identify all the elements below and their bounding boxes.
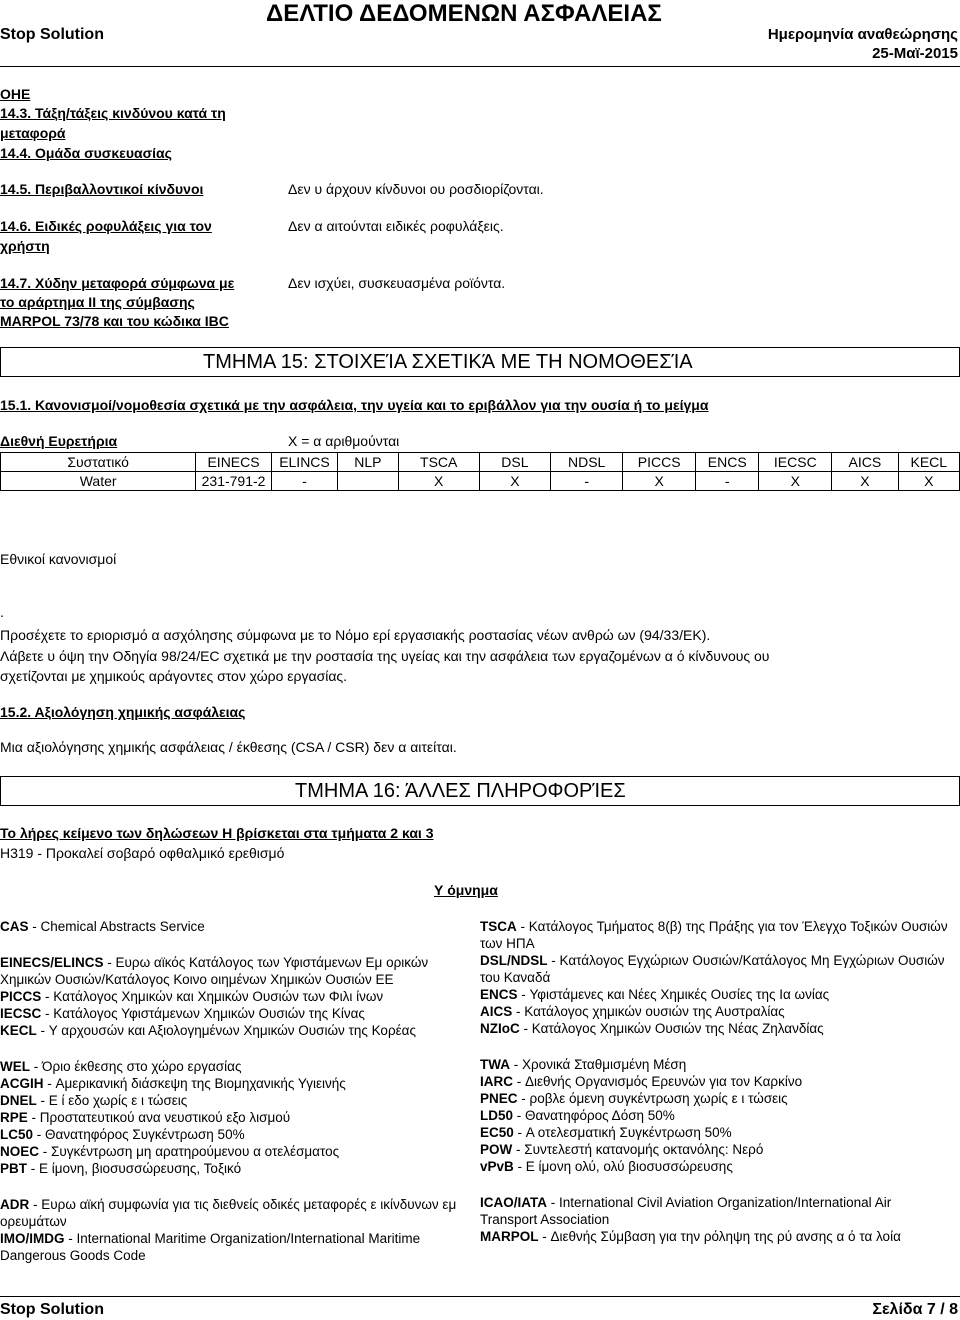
table-cell: X bbox=[398, 472, 479, 491]
legend-entry bbox=[480, 1124, 950, 1141]
legend-abbreviation: TSCA bbox=[480, 919, 517, 934]
revision-label: Ημερομηνία αναθεώρησης bbox=[767, 26, 958, 43]
inventory-table bbox=[0, 452, 960, 491]
legend-abbreviation: NOEC bbox=[0, 1144, 40, 1159]
legend-entry bbox=[480, 1194, 950, 1228]
env-hazards-label: 14.5. Περιβαλλοντικοί κίνδυνοι bbox=[0, 181, 204, 197]
legend-description: - Χρονικά Σταθμισμένη Μέση bbox=[510, 1057, 687, 1072]
column-header: ENCS bbox=[696, 453, 759, 472]
legend-left-column bbox=[0, 918, 470, 1283]
legend-group bbox=[0, 1058, 470, 1177]
footer-divider bbox=[0, 1296, 960, 1297]
legend-abbreviation: DSL/NDSL bbox=[480, 953, 548, 968]
legend-heading: Υ όμνημα bbox=[434, 882, 498, 898]
legend-description: - Αμερικανική διάσκεψη της Βιομηχανικής Υγιεινής bbox=[43, 1076, 346, 1091]
env-hazards-value: Δεν υ άρχουν κίνδυνοι ου ροσδιορίζονται. bbox=[288, 181, 544, 197]
legend-entry bbox=[0, 1143, 470, 1160]
legend-abbreviation: ICAO/IATA bbox=[480, 1195, 547, 1210]
legend-abbreviation: KECL bbox=[0, 1023, 37, 1038]
legend-abbreviation: NZIoC bbox=[480, 1021, 520, 1036]
legend-entry bbox=[480, 1020, 950, 1037]
legend-description: - Θανατηφόρος Δόση 50% bbox=[513, 1108, 675, 1123]
table-cell: 231-791-2 bbox=[196, 472, 272, 491]
table-row bbox=[1, 472, 960, 491]
legend-group bbox=[480, 1056, 950, 1175]
legend-entry bbox=[480, 1158, 950, 1175]
legend-description: - International Civil Aviation Organization/International Air Transport Association bbox=[480, 1195, 892, 1227]
table-cell: X bbox=[898, 472, 959, 491]
column-header: Συστατικό bbox=[1, 453, 196, 472]
national-paragraph-1: Προσέχετε το εριορισμό α ασχόλησης σύμφωνα με το Νόμο ερί εργασιακής ροστασίας νέων ανθρώ ων (94/33/ΕΚ). bbox=[0, 627, 711, 643]
column-header: PICCS bbox=[623, 453, 696, 472]
legend-entry bbox=[480, 1090, 950, 1107]
hazard-class-label-2: μεταφορά bbox=[0, 125, 66, 141]
column-header: NDSL bbox=[551, 453, 623, 472]
table-cell: - bbox=[696, 472, 759, 491]
legend-description: - International Maritime Organization/International Maritime Dangerous Goods Code bbox=[0, 1231, 421, 1263]
legend-description: - Κατάλογος Υφιστάμενων Χημικών Ουσιών της Κίνας bbox=[41, 1006, 365, 1021]
legend-description: - Κατάλογος χημικών ουσιών της Αυστραλίας bbox=[512, 1004, 785, 1019]
legend-description: - Ε ίμονη ολύ, ολύ βιοσυσσώρευσης bbox=[513, 1159, 733, 1174]
table-cell: - bbox=[271, 472, 337, 491]
section-15-title: ΤΜΗΜΑ 15: ΣΤΟΙΧΕΊΑ ΣΧΕΤΙΚΆ ΜΕ ΤΗ ΝΟΜΟΘΕΣΊΑ bbox=[203, 351, 693, 373]
legend-entry bbox=[480, 986, 950, 1003]
legend-description: - Α οτελεσματική Συγκέντρωση 50% bbox=[513, 1125, 732, 1140]
column-header: TSCA bbox=[398, 453, 479, 472]
legend-entry bbox=[0, 1058, 470, 1075]
packing-group-label: 14.4. Ομάδα συσκευασίας bbox=[0, 145, 172, 161]
un-partial: ΟΗΕ bbox=[0, 86, 31, 102]
legend-abbreviation: IARC bbox=[480, 1074, 513, 1089]
table-cell: X bbox=[479, 472, 550, 491]
legend-description: - Ε ί εδο χωρίς ε ι τώσεις bbox=[36, 1093, 188, 1108]
legend-abbreviation: PICCS bbox=[0, 989, 42, 1004]
legend-entry bbox=[0, 1092, 470, 1109]
column-header: AICS bbox=[832, 453, 898, 472]
column-header: EINECS bbox=[196, 453, 272, 472]
legend-abbreviation: POW bbox=[480, 1142, 513, 1157]
legend-entry bbox=[480, 1056, 950, 1073]
header-divider bbox=[0, 66, 960, 67]
legend-description: - Συγκέντρωση μη αρατηρούμενου α οτελέσματος bbox=[39, 1144, 340, 1159]
legend-entry bbox=[480, 1073, 950, 1090]
legend-description: - Προστατευτικού ανα νευστικού εξο λισμού bbox=[27, 1110, 291, 1125]
legend-entry bbox=[480, 1141, 950, 1158]
legend-abbreviation: TWA bbox=[480, 1057, 510, 1072]
table-cell bbox=[338, 472, 398, 491]
legend-description: - Κατάλογος Εγχώριων Ουσιών/Κατάλογος Μη Εγχώριων Ουσιών του Καναδά bbox=[480, 953, 945, 985]
legend-entry bbox=[480, 918, 950, 952]
legend-abbreviation: ADR bbox=[0, 1197, 30, 1212]
legend-group bbox=[0, 918, 470, 935]
legend-abbreviation: PBT bbox=[0, 1161, 27, 1176]
column-header: ELINCS bbox=[271, 453, 337, 472]
legend-abbreviation: ACGIH bbox=[0, 1076, 44, 1091]
legend-abbreviation: PNEC bbox=[480, 1091, 518, 1106]
legend-entry bbox=[0, 988, 470, 1005]
legend-abbreviation: RPE bbox=[0, 1110, 28, 1125]
legend-entry bbox=[0, 954, 470, 988]
legend-description: - ροβλε όμενη συγκέντρωση χωρίς ε ι τώσεις bbox=[517, 1091, 788, 1106]
legend-abbreviation: vPvB bbox=[480, 1159, 514, 1174]
column-header: NLP bbox=[338, 453, 398, 472]
legend-description: - Θανατηφόρος Συγκέντρωση 50% bbox=[33, 1127, 245, 1142]
legend-entry bbox=[0, 1022, 470, 1039]
section-15-header bbox=[0, 347, 960, 377]
legend-abbreviation: IECSC bbox=[0, 1006, 42, 1021]
legend-group bbox=[0, 954, 470, 1039]
legend-description: - Κατάλογος Χημικών Ουσιών της Νέας Ζηλανδίας bbox=[519, 1021, 824, 1036]
legend-abbreviation: DNEL bbox=[0, 1093, 37, 1108]
legend-entry bbox=[480, 1228, 950, 1245]
legend-right-column bbox=[480, 918, 950, 1264]
company-name: Stop Solution bbox=[0, 26, 104, 43]
legend-abbreviation: CAS bbox=[0, 919, 29, 934]
full-text-heading: Το λήρες κείμενο των δηλώσεων H βρίσκεται στα τμήματα 2 και 3 bbox=[0, 825, 434, 841]
table-cell: Water bbox=[1, 472, 196, 491]
legend-description: - Όριο έκθεσης στο χώρο εργασίας bbox=[30, 1059, 242, 1074]
legend-entry bbox=[0, 1126, 470, 1143]
inventories-legend: X = α αριθμούνται bbox=[288, 433, 400, 449]
legend-abbreviation: MARPOL bbox=[480, 1229, 539, 1244]
column-header: IECSC bbox=[759, 453, 832, 472]
legend-entry bbox=[0, 1075, 470, 1092]
legend-group bbox=[480, 918, 950, 1037]
legend-abbreviation: LC50 bbox=[0, 1127, 34, 1142]
table-cell: X bbox=[832, 472, 898, 491]
legend-description: - Ε ίμονη, βιοσυσσώρευσης, Τοξικό bbox=[27, 1161, 242, 1176]
legend-description: - Διεθνής Σύμβαση για την ρόληψη της ρύ ανσης α ό τα λοία bbox=[538, 1229, 901, 1244]
legend-entry bbox=[0, 1230, 470, 1264]
user-precautions-label-2: χρήστη bbox=[0, 238, 50, 254]
bulk-transport-label-1: 14.7. Χύδην μεταφορά σύμφωνα με bbox=[0, 275, 235, 291]
bulk-transport-label-2: το αράρτημα II της σύμβασης bbox=[0, 294, 195, 310]
revision-date: 25-Μαϊ-2015 bbox=[872, 45, 958, 62]
legend-description: - Υ αρχουσών και Αξιολογημένων Χημικών Ουσιών της Κορέας bbox=[36, 1023, 416, 1038]
legend-description: - Διεθνής Οργανισμός Ερευνών για τον Καρκίνο bbox=[513, 1074, 803, 1089]
column-header: KECL bbox=[898, 453, 959, 472]
legend-entry bbox=[480, 952, 950, 986]
legend-entry bbox=[0, 1196, 470, 1230]
legend-entry bbox=[0, 1005, 470, 1022]
table-cell: X bbox=[623, 472, 696, 491]
legend-abbreviation: AICS bbox=[480, 1004, 513, 1019]
document-title: ΔΕΛΤΙΟ ΔΕΔΟΜΕΝΩΝ ΑΣΦΑΛΕΙΑΣ bbox=[266, 0, 662, 27]
legend-abbreviation: EINECS/ELINCS bbox=[0, 955, 104, 970]
legend-entry bbox=[0, 918, 470, 935]
table-header-row bbox=[1, 453, 960, 472]
legend-description: - Chemical Abstracts Service bbox=[28, 919, 205, 934]
table-cell: X bbox=[759, 472, 832, 491]
table-cell: - bbox=[551, 472, 623, 491]
page-number: Σελίδα 7 / 8 bbox=[872, 1301, 958, 1318]
bulk-transport-label-3: MARPOL 73/78 και του κώδικα IBC bbox=[0, 313, 229, 329]
legend-abbreviation: LD50 bbox=[480, 1108, 514, 1123]
national-paragraph-3: σχετίζονται με χημικούς αράγοντες στον χώρο εργασίας. bbox=[0, 668, 348, 684]
footer-company: Stop Solution bbox=[0, 1301, 104, 1318]
user-precautions-label-1: 14.6. Ειδικές ροφυλάξεις για τον bbox=[0, 218, 212, 234]
hazard-class-label-1: 14.3. Τάξη/τάξεις κινδύνου κατά τη bbox=[0, 105, 226, 121]
column-header: DSL bbox=[479, 453, 550, 472]
legend-description: - Κατάλογος Τμήματος 8(β) της Πράξης για τον Έλεγχο Τοξικών Ουσιών των ΗΠΑ bbox=[480, 919, 948, 951]
international-inventories-label: Διεθνή Ευρετήρια bbox=[0, 433, 118, 449]
legend-abbreviation: IMO/IMDG bbox=[0, 1231, 65, 1246]
csa-text: Μια αξιολόγησης χημικής ασφάλειας / έκθεσης (CSA / CSR) δεν α αιτείται. bbox=[0, 739, 457, 755]
legend-abbreviation: EC50 bbox=[480, 1125, 514, 1140]
legend-description: - Ευρω αϊκή συμφωνία για τις διεθνείς οδικές μεταφορές ε ικίνδυνων εμ ορευμάτων bbox=[0, 1197, 457, 1229]
legend-entry bbox=[480, 1003, 950, 1020]
legend-entry bbox=[0, 1160, 470, 1177]
legend-description: - Υφιστάμενες και Νέες Χημικές Ουσίες της Ια ωνίας bbox=[517, 987, 830, 1002]
section-16-header bbox=[0, 776, 960, 806]
section-16-title: ΤΜΗΜΑ 16: ΆΛΛΕΣ ΠΛΗΡΟΦΟΡΊΕΣ bbox=[295, 780, 626, 802]
legend-abbreviation: ENCS bbox=[480, 987, 518, 1002]
legend-description: - Ευρω αϊκός Κατάλογος των Υφιστάμενων Εμ ορικών Χημικών Ουσιών/Κατάλογος Κοινο οιημένων Χημικών Ουσιών ΕΕ bbox=[0, 955, 429, 987]
legend-description: - Κατάλογος Χημικών και Χημικών Ουσιών των Φιλι ίνων bbox=[41, 989, 384, 1004]
national-regulations-label: Εθνικοί κανονισμοί bbox=[0, 551, 117, 567]
legend-group bbox=[480, 1194, 950, 1245]
dot-marker: . bbox=[0, 604, 4, 620]
legend-description: - Συντελεστή κατανομής οκτανόλης: Νερό bbox=[512, 1142, 764, 1157]
regulations-heading: 15.1. Κανονισμοί/νομοθεσία σχετικά με την ασφάλεια, την υγεία και το εριβάλλον για την ουσία ή το μείγμα bbox=[0, 397, 709, 413]
bulk-transport-value: Δεν ισχύει, συσκευασμένα ροϊόντα. bbox=[288, 275, 506, 291]
legend-abbreviation: WEL bbox=[0, 1059, 30, 1074]
user-precautions-value: Δεν α αιτούνται ειδικές ροφυλάξεις. bbox=[288, 218, 504, 234]
legend-entry bbox=[0, 1109, 470, 1126]
legend-entry bbox=[480, 1107, 950, 1124]
h319-statement: H319 - Προκαλεί σοβαρό οφθαλμικό ερεθισμό bbox=[0, 845, 285, 861]
national-paragraph-2: Λάβετε υ όψη την Οδηγία 98/24/EC σχετικά με την ροστασία της υγείας και την ασφάλεια των εργαζομένων α ό κίνδυνους ου bbox=[0, 648, 770, 664]
chemical-safety-heading: 15.2. Αξιολόγηση χημικής ασφάλειας bbox=[0, 704, 246, 720]
legend-group bbox=[0, 1196, 470, 1264]
